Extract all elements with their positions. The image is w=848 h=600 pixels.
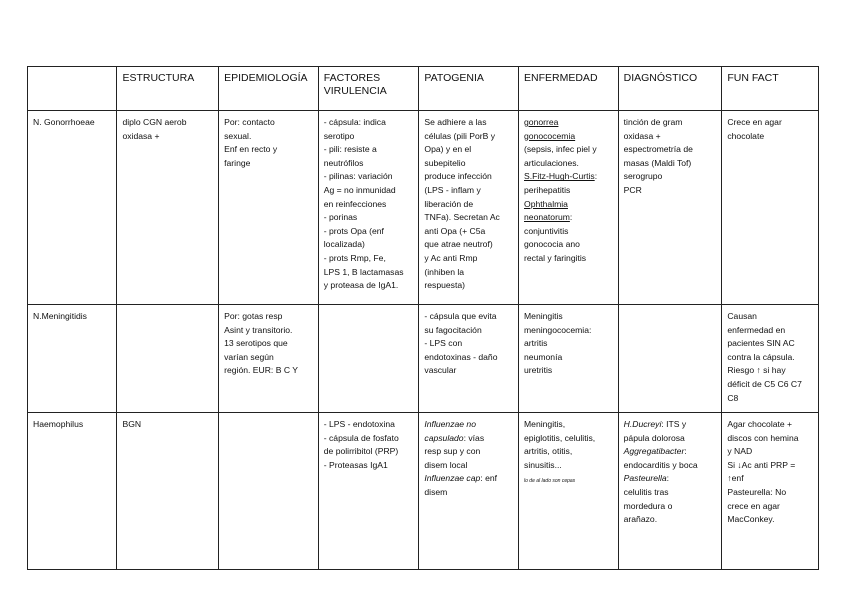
text-line: sexual. [224, 130, 252, 141]
gonorrhoeae-diagnostico [618, 111, 722, 305]
text-line: endocarditis y boca [623, 459, 698, 470]
text-fragment: : enf [480, 473, 498, 484]
term-gonococemia: gonococemia [524, 130, 576, 141]
meningitidis-epidemiologia [219, 305, 319, 413]
text-line: artritis [524, 338, 548, 349]
text-line: resp sup y con [424, 446, 481, 457]
header-row [28, 67, 819, 111]
text-fragment: : vías [463, 432, 485, 443]
row-gonorrhoeae [28, 111, 819, 305]
haemophilus-patogenia [419, 413, 519, 570]
text-line: respuesta) [424, 280, 465, 291]
header-epidemiologia: EPIDEMIOLOGÍA [219, 67, 319, 111]
text-line: discos con hemina [727, 432, 799, 443]
text-line: BGN [122, 419, 142, 429]
haemophilus-estructura [117, 413, 219, 570]
text-line: Pasteurella: No [727, 486, 787, 497]
text-line: ↑enf [727, 473, 744, 484]
term-neonatorum: neonatorum [524, 212, 570, 223]
text-line: oxidasa + [623, 130, 661, 141]
text-line: epiglotitis, celulitis, [524, 432, 596, 443]
text-line: - cápsula: indica [323, 117, 386, 127]
text-line: Agar chocolate + [727, 419, 793, 429]
term-no-capsulado: capsulado [424, 432, 464, 443]
header-empty [28, 67, 117, 111]
text-line: faringe [224, 157, 251, 168]
text-line: en reinfecciones [323, 198, 387, 209]
header-enfermedad: ENFERMEDAD [519, 67, 619, 111]
meningitidis-diagnostico [618, 305, 722, 413]
text-line: arañazo. [623, 514, 658, 525]
header-patogenia: PATOGENIA [419, 67, 519, 111]
text-line: localizada) [323, 239, 365, 250]
text-line: - Proteasas IgA1 [323, 459, 388, 470]
text-line: déficit de C5 C6 C7 [727, 378, 802, 389]
text-line: Influenzae no [424, 419, 476, 429]
text-line: rectal y faringitis [524, 252, 587, 263]
text-line: - porinas [323, 212, 358, 223]
gonorrhoeae-epidemiologia [219, 111, 319, 305]
meningitidis-estructura [117, 305, 219, 413]
term-influenzae-cap: Influenzae cap [424, 473, 481, 484]
haemophilus-factores [318, 413, 419, 570]
text-line: gonococia ano [524, 239, 580, 250]
text-line: serotipo [323, 130, 355, 141]
text-line: mordedura o [623, 500, 673, 511]
text-line: neutrófilos [323, 157, 364, 168]
text-line: PCR [623, 184, 642, 195]
text-line: Ag = no inmunidad [323, 184, 396, 195]
text-line: - pili: resiste a [323, 144, 377, 155]
text-line: celulitis tras [623, 486, 669, 497]
text-line: liberación de [424, 198, 474, 209]
term-aggregatibacter: Aggregatibacter [623, 446, 685, 457]
text-line: pápula dolorosa [623, 432, 685, 443]
text-line: que atrae neutrof) [424, 239, 493, 250]
text-line: diplo CGN aerob [122, 117, 187, 127]
text-line: su fagocitación [424, 324, 482, 335]
text-line: y Ac anti Rmp [424, 252, 478, 263]
haemophilus-enfermedad [519, 413, 619, 570]
meningitidis-patogenia [419, 305, 519, 413]
header-factores-line: VIRULENCIA [323, 85, 387, 97]
text-line: Enf en recto y [224, 144, 278, 155]
text-line: tinción de gram [623, 117, 683, 127]
meningitidis-fun-fact [722, 305, 819, 413]
text-line: vascular [424, 365, 457, 376]
text-line: neonatorum: [524, 212, 573, 223]
term-ophthalmia: Ophthalmia [524, 198, 568, 209]
text-line: - LPS con [424, 338, 463, 349]
text-line: meningococemia: [524, 324, 592, 335]
text-line: produce infección [424, 171, 492, 182]
text-line: neumonía [524, 351, 563, 362]
small-note: lo de al lado son cepas [524, 478, 576, 485]
text-fragment: : ITS y [661, 419, 687, 429]
text-line: sinusitis... [524, 459, 562, 470]
term-pasteurella: Pasteurella [623, 473, 667, 484]
text-line: (LPS - inflam y [424, 184, 481, 195]
text-line: uretritis [524, 365, 553, 376]
header-fun-fact: FUN FACT [722, 67, 819, 111]
text-line: espectrometría de [623, 144, 693, 155]
text-line: Por: contacto [224, 117, 275, 127]
text-line: región. EUR: B C Y [224, 365, 298, 376]
gonorrhoeae-estructura [117, 111, 219, 305]
row-name-haemophilus: Haemophilus [28, 413, 117, 570]
text-line: chocolate [727, 130, 765, 141]
text-line: Asint y transitorio. [224, 324, 293, 335]
bacteria-table [27, 66, 819, 570]
text-line [624, 418, 717, 432]
text-line: S.Fitz-Hugh-Curtis: [524, 171, 598, 182]
text-line: 13 serotipos que [224, 338, 288, 349]
text-line: Aggregatibacter: [623, 446, 687, 457]
term-fitz-hugh-curtis: S.Fitz-Hugh-Curtis [524, 171, 595, 182]
header-factores-virulencia [318, 67, 419, 111]
text-line: - prots Rmp, Fe, [323, 252, 386, 263]
text-line: Si ↓Ac anti PRP = [727, 459, 796, 470]
text-line: oxidasa + [122, 130, 160, 141]
text-line: artritis, otitis, [524, 446, 573, 457]
meningitidis-factores [318, 305, 419, 413]
text-line: de polirribitol (PRP) [323, 446, 399, 457]
text-line: MacConkey. [727, 514, 775, 525]
text-line: Crece en agar [727, 117, 782, 127]
text-line: enfermedad en [727, 324, 786, 335]
text-line: disem local [424, 459, 468, 470]
text-line: Opa) y en el [424, 144, 472, 155]
header-estructura: ESTRUCTURA [117, 67, 219, 111]
text-line: C8 [727, 392, 739, 403]
text-line: LPS 1, B lactamasas [323, 266, 404, 277]
gonorrhoeae-patogenia [419, 111, 519, 305]
haemophilus-epidemiologia [219, 413, 319, 570]
haemophilus-fun-fact [722, 413, 819, 570]
text-line: Meningitis [524, 311, 563, 321]
text-line: anti Opa (+ C5a [424, 225, 486, 236]
text-line [424, 472, 513, 486]
text-line: conjuntivitis [524, 225, 569, 236]
text-line: Se adhiere a las [424, 117, 487, 127]
row-meningitidis [28, 305, 819, 413]
text-line: - prots Opa (enf [323, 225, 384, 236]
text-line: endotoxinas - daño [424, 351, 498, 362]
text-line: articulaciones. [524, 157, 579, 168]
text-line: (sepsis, infec piel y [524, 144, 597, 155]
gonorrhoeae-factores [318, 111, 419, 305]
text-line: subepitelio [424, 157, 466, 168]
text-line: serogrupo [623, 171, 663, 182]
text-line [424, 432, 513, 446]
text-line: crece en agar [727, 500, 780, 511]
text-line: contra la cápsula. [727, 351, 795, 362]
text-line: Meningitis, [524, 419, 566, 429]
text-line: Pasteurella: [623, 473, 670, 484]
row-haemophilus [28, 413, 819, 570]
text-line: disem [424, 486, 448, 497]
text-line: Riesgo ↑ si hay [727, 365, 786, 376]
text-line: - LPS - endotoxina [323, 419, 395, 429]
header-factores-line: FACTORES [323, 72, 381, 84]
text-line: y NAD [727, 446, 753, 457]
text-line: perihepatitis [524, 184, 571, 195]
gonorrhoeae-enfermedad [519, 111, 619, 305]
text-line: y proteasa de IgA1. [323, 280, 399, 291]
text-line: TNFa). Secretan Ac [424, 212, 500, 223]
haemophilus-diagnostico [618, 413, 722, 570]
text-line: masas (Maldi Tof) [623, 157, 692, 168]
gonorrhoeae-fun-fact [722, 111, 819, 305]
text-line: (inhiben la [424, 266, 465, 277]
text-line: - cápsula que evita [424, 311, 497, 321]
text-line: Por: gotas resp [224, 311, 283, 321]
text-line: pacientes SIN AC [727, 338, 795, 349]
term-ducreyi: H.Ducreyi [623, 419, 662, 429]
row-name-meningitidis: N.Meningitidis [28, 305, 117, 413]
meningitidis-enfermedad [519, 305, 619, 413]
text-line: - cápsula de fosfato [323, 432, 399, 443]
text-line: Causan [727, 311, 757, 321]
row-name-gonorrhoeae: N. Gonorrhoeae [28, 111, 117, 305]
text-line: varían según [224, 351, 274, 362]
term-gonorrea: gonorrea [524, 117, 559, 127]
text-line: - pilinas: variación [323, 171, 393, 182]
text-line: células (pili PorB y [424, 130, 496, 141]
header-diagnostico: DIAGNÓSTICO [618, 67, 722, 111]
